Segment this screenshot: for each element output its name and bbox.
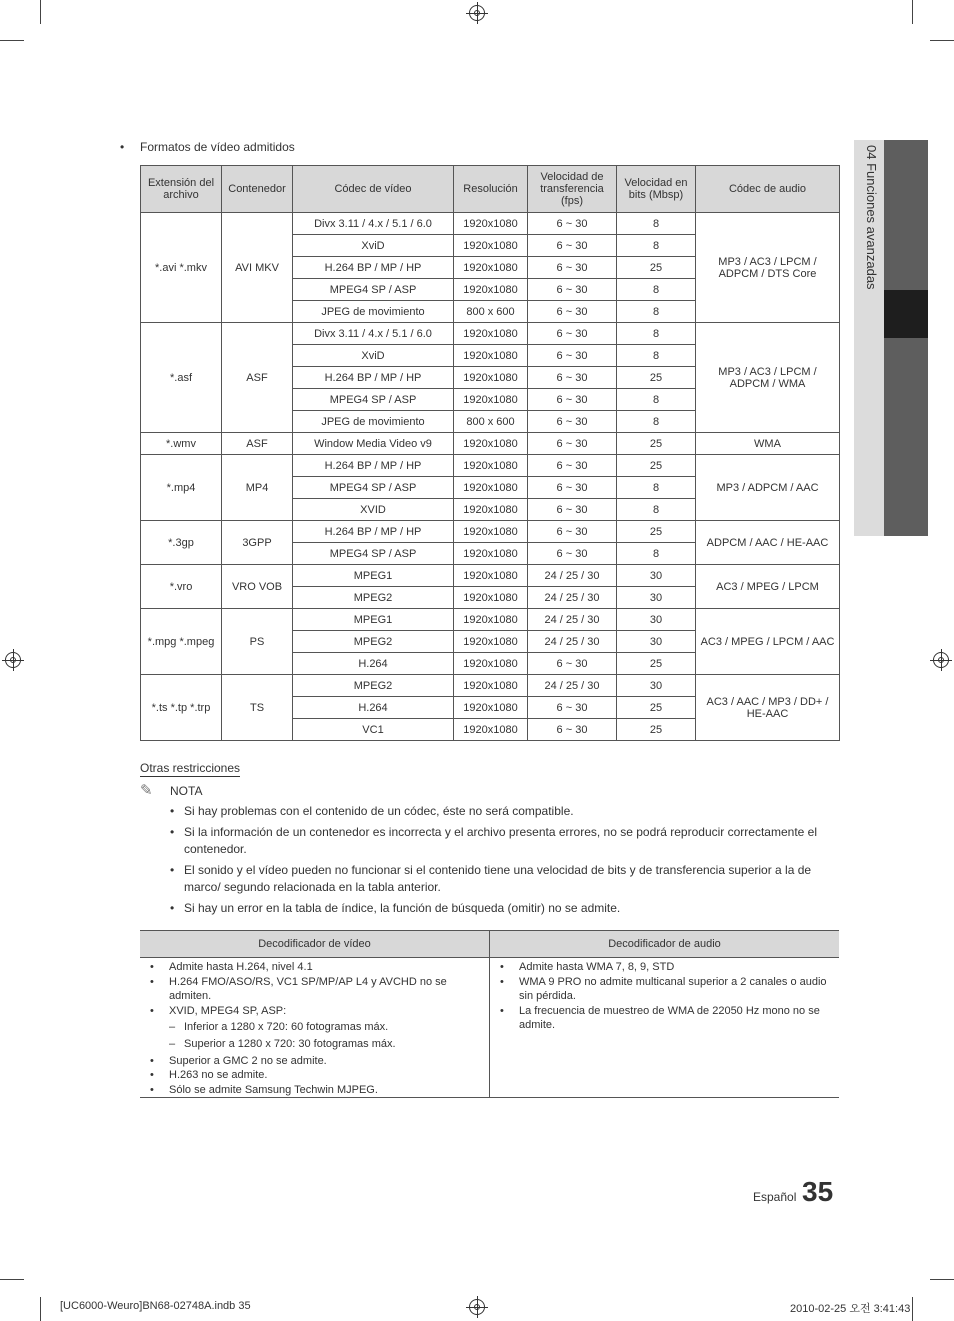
extension-cell: *.asf bbox=[141, 323, 222, 433]
container-cell: TS bbox=[222, 675, 293, 741]
section-heading-text: Formatos de vídeo admitidos bbox=[140, 140, 295, 154]
bitrate-cell: 30 bbox=[617, 631, 696, 653]
bitrate-cell: 25 bbox=[617, 521, 696, 543]
registration-mark-icon bbox=[5, 652, 21, 668]
resolution-cell: 1920x1080 bbox=[454, 587, 528, 609]
video-codec-cell: XVID bbox=[293, 499, 454, 521]
video-codec-cell: Window Media Video v9 bbox=[293, 433, 454, 455]
resolution-cell: 1920x1080 bbox=[454, 323, 528, 345]
table-row bbox=[141, 213, 840, 235]
frame-rate-cell: 24 / 25 / 30 bbox=[528, 609, 617, 631]
video-codec-cell: JPEG de movimiento bbox=[293, 411, 454, 433]
bitrate-cell: 8 bbox=[617, 411, 696, 433]
print-date-info: 2010-02-25 오전 3:41:43 bbox=[790, 1303, 911, 1315]
table-row bbox=[141, 323, 840, 345]
video-codec-cell: H.264 BP / MP / HP bbox=[293, 367, 454, 389]
extension-cell: *.vro bbox=[141, 565, 222, 609]
bitrate-cell: 8 bbox=[617, 323, 696, 345]
column-header: Códec de vídeo bbox=[293, 166, 454, 213]
bitrate-cell: 30 bbox=[617, 675, 696, 697]
video-codec-cell: MPEG4 SP / ASP bbox=[293, 543, 454, 565]
resolution-cell: 1920x1080 bbox=[454, 609, 528, 631]
resolution-cell: 1920x1080 bbox=[454, 235, 528, 257]
extension-cell: *.mpg *.mpeg bbox=[141, 609, 222, 675]
video-codec-cell: H.264 bbox=[293, 653, 454, 675]
resolution-cell: 1920x1080 bbox=[454, 675, 528, 697]
list-item: • Sólo se admite Samsung Techwin MJPEG. bbox=[150, 1083, 483, 1098]
table-row bbox=[140, 958, 839, 1098]
frame-rate-cell: 6 ~ 30 bbox=[528, 521, 617, 543]
resolution-cell: 1920x1080 bbox=[454, 213, 528, 235]
list-item: • Si la información de un contenedor es incorrecta y el archivo presenta errores, no se podrá reproducir correctamente el contenedor. bbox=[170, 824, 840, 858]
crop-mark bbox=[40, 1297, 41, 1321]
bitrate-cell: 8 bbox=[617, 345, 696, 367]
page-number: 35 bbox=[802, 1176, 834, 1207]
bitrate-cell: 8 bbox=[617, 499, 696, 521]
crop-mark bbox=[40, 0, 41, 24]
bitrate-cell: 25 bbox=[617, 455, 696, 477]
list-item: • XVID, MPEG4 SP, ASP: bbox=[150, 1004, 483, 1019]
video-codec-cell: MPEG1 bbox=[293, 609, 454, 631]
resolution-cell: 1920x1080 bbox=[454, 631, 528, 653]
bitrate-cell: 8 bbox=[617, 235, 696, 257]
video-codec-cell: JPEG de movimiento bbox=[293, 301, 454, 323]
chapter-tab-block bbox=[884, 140, 928, 290]
sub-list-item: – Inferior a 1280 x 720: 60 fotogramas máx. bbox=[150, 1020, 483, 1035]
bitrate-cell: 25 bbox=[617, 433, 696, 455]
frame-rate-cell: 6 ~ 30 bbox=[528, 257, 617, 279]
extension-cell: *.3gp bbox=[141, 521, 222, 565]
resolution-cell: 1920x1080 bbox=[454, 543, 528, 565]
list-item: • Superior a GMC 2 no se admite. bbox=[150, 1054, 483, 1069]
chapter-tab-label: 04 Funciones avanzadas bbox=[864, 145, 879, 290]
resolution-cell: 1920x1080 bbox=[454, 719, 528, 741]
note-label: NOTA bbox=[170, 784, 203, 798]
bitrate-cell: 30 bbox=[617, 609, 696, 631]
restrictions-title: Otras restricciones bbox=[140, 761, 241, 775]
frame-rate-cell: 6 ~ 30 bbox=[528, 235, 617, 257]
bullet-icon: • bbox=[120, 140, 125, 154]
audio-codec-cell: WMA bbox=[696, 433, 840, 455]
frame-rate-cell: 6 ~ 30 bbox=[528, 543, 617, 565]
list-item: • H.263 no se admite. bbox=[150, 1068, 483, 1083]
frame-rate-cell: 6 ~ 30 bbox=[528, 389, 617, 411]
registration-mark-icon bbox=[469, 5, 485, 21]
column-header: Contenedor bbox=[222, 166, 293, 213]
frame-rate-cell: 6 ~ 30 bbox=[528, 213, 617, 235]
video-decoder-list bbox=[150, 960, 483, 1097]
resolution-cell: 1920x1080 bbox=[454, 279, 528, 301]
chapter-tab-block bbox=[884, 338, 928, 536]
resolution-cell: 1920x1080 bbox=[454, 257, 528, 279]
extension-cell: *.avi *.mkv bbox=[141, 213, 222, 323]
video-codec-cell: H.264 BP / MP / HP bbox=[293, 521, 454, 543]
column-header: Extensión del archivo bbox=[141, 166, 222, 213]
resolution-cell: 1920x1080 bbox=[454, 521, 528, 543]
bitrate-cell: 25 bbox=[617, 653, 696, 675]
frame-rate-cell: 24 / 25 / 30 bbox=[528, 631, 617, 653]
container-cell: 3GPP bbox=[222, 521, 293, 565]
bitrate-cell: 8 bbox=[617, 543, 696, 565]
video-codec-cell: H.264 BP / MP / HP bbox=[293, 257, 454, 279]
frame-rate-cell: 6 ~ 30 bbox=[528, 323, 617, 345]
bitrate-cell: 25 bbox=[617, 719, 696, 741]
bitrate-cell: 8 bbox=[617, 389, 696, 411]
column-header: Códec de audio bbox=[696, 166, 840, 213]
video-codec-cell: Divx 3.11 / 4.x / 5.1 / 6.0 bbox=[293, 323, 454, 345]
crop-mark bbox=[0, 1279, 24, 1280]
column-header: Velocidad de transferencia (fps) bbox=[528, 166, 617, 213]
bitrate-cell: 25 bbox=[617, 257, 696, 279]
audio-decoder-list bbox=[500, 960, 833, 1033]
table-header-row bbox=[141, 166, 840, 213]
column-header: Velocidad en bits (Mbsp) bbox=[617, 166, 696, 213]
resolution-cell: 1920x1080 bbox=[454, 433, 528, 455]
pencil-note-icon: ✎ bbox=[140, 782, 153, 799]
container-cell: AVI MKV bbox=[222, 213, 293, 323]
bitrate-cell: 8 bbox=[617, 213, 696, 235]
frame-rate-cell: 6 ~ 30 bbox=[528, 719, 617, 741]
resolution-cell: 1920x1080 bbox=[454, 367, 528, 389]
note-heading bbox=[140, 781, 202, 799]
extension-cell: *.ts *.tp *.trp bbox=[141, 675, 222, 741]
table-row bbox=[141, 433, 840, 455]
column-header: Resolución bbox=[454, 166, 528, 213]
audio-codec-cell: AC3 / AAC / MP3 / DD+ / HE-AAC bbox=[696, 675, 840, 741]
notes-list bbox=[170, 803, 840, 921]
video-codec-cell: H.264 bbox=[293, 697, 454, 719]
video-codec-cell: H.264 BP / MP / HP bbox=[293, 455, 454, 477]
audio-codec-cell: AC3 / MPEG / LPCM / AAC bbox=[696, 609, 840, 675]
video-codec-cell: VC1 bbox=[293, 719, 454, 741]
registration-mark-icon bbox=[933, 652, 949, 668]
video-codec-cell: MPEG2 bbox=[293, 675, 454, 697]
video-codec-cell: MPEG4 SP / ASP bbox=[293, 279, 454, 301]
bitrate-cell: 30 bbox=[617, 565, 696, 587]
audio-decoder-cell bbox=[490, 958, 840, 1098]
resolution-cell: 1920x1080 bbox=[454, 389, 528, 411]
audio-codec-cell: AC3 / MPEG / LPCM bbox=[696, 565, 840, 609]
video-codec-cell: MPEG1 bbox=[293, 565, 454, 587]
frame-rate-cell: 6 ~ 30 bbox=[528, 499, 617, 521]
container-cell: ASF bbox=[222, 323, 293, 433]
audio-codec-cell: ADPCM / AAC / HE-AAC bbox=[696, 521, 840, 565]
video-codec-cell: Divx 3.11 / 4.x / 5.1 / 6.0 bbox=[293, 213, 454, 235]
resolution-cell: 1920x1080 bbox=[454, 697, 528, 719]
frame-rate-cell: 24 / 25 / 30 bbox=[528, 587, 617, 609]
chapter-tab-active-block bbox=[884, 290, 928, 338]
crop-mark bbox=[930, 1279, 954, 1280]
video-codec-cell: XviD bbox=[293, 345, 454, 367]
bitrate-cell: 8 bbox=[617, 301, 696, 323]
frame-rate-cell: 6 ~ 30 bbox=[528, 411, 617, 433]
table-row bbox=[141, 609, 840, 631]
resolution-cell: 1920x1080 bbox=[454, 455, 528, 477]
video-decoder-cell bbox=[140, 958, 490, 1098]
frame-rate-cell: 6 ~ 30 bbox=[528, 697, 617, 719]
frame-rate-cell: 6 ~ 30 bbox=[528, 279, 617, 301]
column-header: Decodificador de audio bbox=[490, 931, 840, 958]
resolution-cell: 1920x1080 bbox=[454, 477, 528, 499]
crop-mark bbox=[0, 40, 24, 41]
list-item: • Admite hasta H.264, nivel 4.1 bbox=[150, 960, 483, 975]
extension-cell: *.wmv bbox=[141, 433, 222, 455]
audio-codec-cell: MP3 / AC3 / LPCM / ADPCM / DTS Core bbox=[696, 213, 840, 323]
resolution-cell: 800 x 600 bbox=[454, 411, 528, 433]
list-item: • El sonido y el vídeo pueden no funcionar si el contenido tiene una velocidad de bits y de transferencia superior a la de marco/ segundo relacionada en la tabla anterior. bbox=[170, 862, 840, 896]
crop-mark bbox=[912, 0, 913, 24]
audio-codec-cell: MP3 / ADPCM / AAC bbox=[696, 455, 840, 521]
list-item: • La frecuencia de muestreo de WMA de 22050 Hz mono no se admite. bbox=[500, 1004, 833, 1033]
list-item: • Admite hasta WMA 7, 8, 9, STD bbox=[500, 960, 833, 975]
container-cell: VRO VOB bbox=[222, 565, 293, 609]
container-cell: PS bbox=[222, 609, 293, 675]
frame-rate-cell: 6 ~ 30 bbox=[528, 455, 617, 477]
list-item: • Si hay un error en la tabla de índice, la función de búsqueda (omitir) no se admite. bbox=[170, 900, 840, 917]
resolution-cell: 800 x 600 bbox=[454, 301, 528, 323]
table-row bbox=[141, 565, 840, 587]
table-row bbox=[141, 675, 840, 697]
frame-rate-cell: 6 ~ 30 bbox=[528, 301, 617, 323]
audio-codec-cell: MP3 / AC3 / LPCM / ADPCM / WMA bbox=[696, 323, 840, 433]
container-cell: MP4 bbox=[222, 455, 293, 521]
frame-rate-cell: 6 ~ 30 bbox=[528, 367, 617, 389]
bitrate-cell: 25 bbox=[617, 367, 696, 389]
resolution-cell: 1920x1080 bbox=[454, 345, 528, 367]
crop-mark bbox=[912, 1297, 913, 1321]
list-item: • Si hay problemas con el contenido de un códec, éste no será compatible. bbox=[170, 803, 840, 820]
extension-cell: *.mp4 bbox=[141, 455, 222, 521]
resolution-cell: 1920x1080 bbox=[454, 565, 528, 587]
print-file-info: [UC6000-Weuro]BN68-02748A.indb 35 bbox=[60, 1300, 251, 1312]
column-header: Decodificador de vídeo bbox=[140, 931, 490, 958]
table-row bbox=[141, 455, 840, 477]
decoder-table bbox=[140, 930, 839, 1098]
frame-rate-cell: 6 ~ 30 bbox=[528, 653, 617, 675]
resolution-cell: 1920x1080 bbox=[454, 653, 528, 675]
video-codec-cell: XviD bbox=[293, 235, 454, 257]
frame-rate-cell: 24 / 25 / 30 bbox=[528, 565, 617, 587]
section-heading bbox=[120, 140, 295, 154]
footer-language: Español bbox=[753, 1190, 797, 1204]
frame-rate-cell: 6 ~ 30 bbox=[528, 345, 617, 367]
video-codec-cell: MPEG2 bbox=[293, 587, 454, 609]
bitrate-cell: 8 bbox=[617, 477, 696, 499]
table-row bbox=[141, 521, 840, 543]
list-item: • WMA 9 PRO no admite multicanal superior a 2 canales o audio sin pérdida. bbox=[500, 975, 833, 1004]
sub-list-item: – Superior a 1280 x 720: 30 fotogramas máx. bbox=[150, 1037, 483, 1052]
bitrate-cell: 8 bbox=[617, 279, 696, 301]
video-codec-cell: MPEG4 SP / ASP bbox=[293, 389, 454, 411]
frame-rate-cell: 24 / 25 / 30 bbox=[528, 675, 617, 697]
table-header-row bbox=[140, 931, 839, 958]
crop-mark bbox=[930, 40, 954, 41]
registration-mark-icon bbox=[469, 1299, 485, 1315]
list-item: • H.264 FMO/ASO/RS, VC1 SP/MP/AP L4 y AVCHD no se admiten. bbox=[150, 975, 483, 1004]
frame-rate-cell: 6 ~ 30 bbox=[528, 477, 617, 499]
bitrate-cell: 30 bbox=[617, 587, 696, 609]
container-cell: ASF bbox=[222, 433, 293, 455]
bitrate-cell: 25 bbox=[617, 697, 696, 719]
frame-rate-cell: 6 ~ 30 bbox=[528, 433, 617, 455]
resolution-cell: 1920x1080 bbox=[454, 499, 528, 521]
video-codec-cell: MPEG2 bbox=[293, 631, 454, 653]
video-formats-table bbox=[140, 165, 840, 741]
video-codec-cell: MPEG4 SP / ASP bbox=[293, 477, 454, 499]
